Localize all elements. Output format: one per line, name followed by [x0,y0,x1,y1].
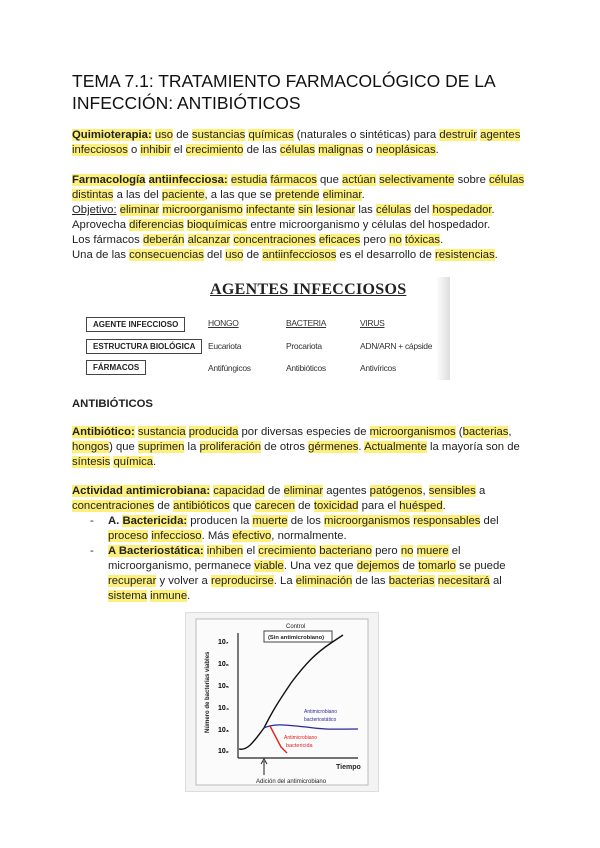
text-line [72,233,524,248]
figure-edge-shadow [436,277,450,380]
text-run: a [475,485,486,497]
text-run: al [489,575,502,587]
bactericidal-label: Antimicrobiano [284,735,318,741]
highlighted-text: distintas [72,189,114,201]
figure-heading: AGENTES INFECCIOSOS [210,281,407,298]
highlighted-text: A Bacteriostática: [108,545,204,557]
highlighted-text: uso [225,249,244,261]
highlighted-text: huésped [399,500,443,512]
highlighted-text: tomarlo [418,560,456,572]
highlighted-text: concentraciones [72,500,155,512]
highlighted-text: sistema [108,590,147,602]
highlighted-text: células [279,144,316,156]
highlighted-text: eliminar [119,204,160,216]
highlighted-text: Antibiótico: [72,426,135,438]
highlighted-text: eliminar [283,485,324,497]
highlighted-text: alcanzar [187,234,231,246]
highlighted-text: consecuencias [129,249,204,261]
text-line [72,173,524,188]
bullet-marker: - [90,545,94,557]
highlighted-text: eliminación [295,575,353,587]
text-run: , normalmente. [271,530,347,542]
text-run: el [243,545,259,557]
highlighted-text: viable [254,560,284,572]
highlighted-text: infeccioso [151,530,202,542]
highlighted-text: fármacos [270,174,317,186]
highlighted-text: antibióticos [173,500,230,512]
highlighted-text: crecimiento [185,144,244,156]
highlighted-text: sustancias [191,129,246,141]
text-run: la mayoría son de [426,441,520,453]
highlighted-text: infecciosos [72,144,128,156]
text-run: Objetivo: [72,204,117,216]
highlighted-text: sensibles [428,485,476,497]
highlighted-text: infectante [245,204,295,216]
row-label: ESTRUCTURA BIOLÓGICA [86,339,202,354]
cell: ADN/ARN + cápside [360,341,433,351]
highlighted-text: patógenos [369,485,423,497]
highlighted-text: resistencias [435,249,495,261]
text-line [108,514,506,529]
text-run: Una de las [72,249,130,261]
text-line [72,128,520,143]
quimioterapia-paragraph [72,128,520,158]
text-run: . La [273,575,296,587]
bactericidal-label: bactericida [286,743,313,749]
y-tick: 10₆ [218,661,229,668]
text-run: (naturales o sintéticas) para [293,129,440,141]
highlighted-text: Bactericida: [122,515,188,527]
text-run: . [361,189,365,201]
highlighted-text: bacteriano [319,545,372,557]
highlighted-text: química [113,456,154,468]
text-run: de las [243,144,280,156]
text-line [108,574,506,589]
growth-chart [186,613,378,791]
highlighted-text: células [489,174,525,186]
text-line [108,559,506,574]
highlighted-text: agentes [480,129,521,141]
highlighted-text: malignas [318,144,364,156]
text-run: a las del [113,189,162,201]
text-run: o [363,144,376,156]
highlighted-text: células [375,204,412,216]
highlighted-text: bacterias [462,426,509,438]
highlighted-text: síntesis [72,456,111,468]
cell: Antivíricos [360,363,396,373]
title-line: TEMA 7.1: TRATAMIENTO FARMACOLÓGICO DE LA [72,71,496,91]
highlighted-text: uso [154,129,174,141]
text-run: del [480,515,499,527]
highlighted-text: químicas [248,129,294,141]
text-run: . [491,204,495,216]
y-tick: 10₃ [218,727,230,734]
highlighted-text: gérmenes [308,441,359,453]
highlighted-text: Actualmente [364,441,427,453]
x-axis-label: Tiempo [336,764,361,771]
text-line [72,143,520,158]
cell: Antifúngicos [208,363,251,373]
highlighted-text: hospedador [432,204,492,216]
highlighted-text: antiinfecciosos [262,249,337,261]
text-run: de [399,560,419,572]
text-run: sobre [454,174,489,186]
text-run: que [316,174,343,186]
bullet-item [90,514,506,544]
text-run: se puede [455,560,506,572]
text-run: de [154,500,174,512]
text-run: producen la [187,515,253,527]
text-run: del [203,249,226,261]
cell: HONGO [208,318,239,328]
text-run: Los fármacos [72,234,143,246]
text-run: del [411,204,433,216]
y-tick: 10₄ [218,705,230,712]
text-run: ) que [109,441,138,453]
control-box-label: (Sin antimicrobiano) [268,635,325,641]
highlighted-text: efectivo [232,530,272,542]
text-run: ( [455,426,463,438]
text-run: de [295,500,314,512]
actividad-paragraph [72,484,485,514]
text-run: agentes [323,485,370,497]
text-run: pero [360,234,390,246]
text-line [108,544,506,559]
text-run: de [243,249,263,261]
highlighted-text: actúan [342,174,376,186]
highlighted-text: pretende [274,189,320,201]
highlighted-text: microorganismos [369,426,456,438]
text-run: de [173,129,192,141]
highlighted-text: no [389,234,402,246]
highlighted-text: inhibir [140,144,171,156]
text-line [72,455,520,470]
text-run: . [187,590,191,602]
highlighted-text: crecimiento [258,545,317,557]
highlighted-text: antiinfecciosa: [148,174,228,186]
text-run: . [153,456,157,468]
y-axis-label: Número de bacterias viables [205,651,211,733]
highlighted-text: destruir [439,129,478,141]
text-run: por diversas especies de [238,426,370,438]
text-run: , [508,426,512,438]
highlighted-text: capacidad [213,485,265,497]
highlighted-text: inhiben [206,545,244,557]
highlighted-text: deberán [142,234,185,246]
text-line [108,589,506,604]
bullet-text [90,544,506,604]
highlighted-text: eficaces [318,234,361,246]
highlighted-text: producida [188,426,239,438]
highlighted-text: proceso [108,530,149,542]
highlighted-text: microorganismos [324,515,411,527]
text-run: . [494,249,498,261]
arrow-label: Adición del antimicrobiano [256,779,327,785]
y-tick: 10₅ [218,683,229,690]
text-run: es el desarrollo de [336,249,436,261]
text-line [72,440,520,455]
highlighted-text: selectivamente [379,174,455,186]
text-run: A. [108,515,123,527]
text-run: . [440,234,444,246]
highlighted-text: responsables [413,515,481,527]
highlighted-text: dejemos [356,560,400,572]
antibiotico-paragraph [72,425,520,470]
highlighted-text: hongos [72,441,110,453]
section-heading: ANTIBIÓTICOS [72,398,153,410]
text-line [72,188,524,203]
text-run: la [184,441,200,453]
text-run: el [170,144,186,156]
highlighted-text: carecen [254,500,295,512]
text-run: de los [287,515,325,527]
text-run: . Una vez que [283,560,357,572]
agentes-infecciosos-figure [80,277,450,380]
text-run: . Más [201,530,233,542]
text-line [72,248,524,263]
bullet-item [90,544,506,604]
cell: VIRUS [360,318,385,328]
text-run: o [127,144,141,156]
text-run: , [422,485,429,497]
cell: Eucariota [208,341,242,351]
highlighted-text: sin [298,204,313,216]
text-run: . [358,441,365,453]
y-tick: 10₇ [218,639,229,646]
highlighted-text: paciente [161,189,205,201]
highlighted-text: estudia [230,174,268,186]
highlighted-text: diferencias [129,219,184,231]
highlighted-text: Farmacología [72,174,146,186]
text-line [108,529,506,544]
highlighted-text: eliminar [322,189,362,201]
highlighted-text: suprimen [137,441,185,453]
text-run: que [229,500,255,512]
highlighted-text: reproducirse [210,575,274,587]
highlighted-text: necesitará [437,575,490,587]
text-line [72,484,485,499]
text-run: el [448,545,461,557]
text-line [72,203,524,218]
text-run: de otros [261,441,309,453]
highlighted-text: muere [416,545,449,557]
bullet-text [90,514,506,544]
highlighted-text: tóxicas [404,234,441,246]
highlighted-text: neoplásicas [375,144,436,156]
highlighted-text: toxicidad [313,500,359,512]
text-line [72,499,485,514]
text-run: microorganismo, permanece [108,560,255,572]
page-title [72,70,496,114]
y-tick: 10₂ [218,748,229,755]
text-run: las [355,204,376,216]
highlighted-text: lesionar [315,204,356,216]
text-run: y volver a [156,575,211,587]
text-run: de [264,485,284,497]
text-run: para el [358,500,400,512]
highlighted-text: inmune [150,590,188,602]
highlighted-text: microorganismo [162,204,243,216]
highlighted-text: Actividad antimicrobiana: [72,485,211,497]
control-label: Control [286,624,306,630]
text-run: de las [352,575,389,587]
text-run: Aprovecha [72,219,130,231]
highlighted-text: Quimioterapia: [72,129,152,141]
highlighted-text: proliferación [199,441,262,453]
highlighted-text: bacterias [388,575,435,587]
highlighted-text: concentraciones [233,234,316,246]
highlighted-text: sustancia [137,426,186,438]
bullet-marker: - [90,515,94,527]
cell: BACTERIA [286,318,327,328]
highlighted-text: muerte [252,515,288,527]
bullet-list [90,514,506,604]
farmacologia-paragraph [72,173,524,263]
highlighted-text: recuperar [108,575,157,587]
bacteriostatic-label: Antimicrobiano [304,709,338,715]
bacteriostatic-label: bacteriostático [304,717,337,723]
cell: Antibióticos [286,363,326,373]
text-run: . [442,500,446,512]
row-label: AGENTE INFECCIOSO [86,317,185,332]
cell: Procariota [286,341,322,351]
text-run: . [435,144,439,156]
text-line [72,218,524,233]
title-line: INFECCIÓN: ANTIBIÓTICOS [72,93,301,113]
text-run: pero [371,545,401,557]
text-line [72,425,520,440]
highlighted-text: bioquímicas [186,219,248,231]
text-run: , a las que se [204,189,275,201]
highlighted-text: no [400,545,414,557]
text-run: entre microorganismo y células del hospedador. [247,219,491,231]
row-label: FÁRMACOS [86,360,146,375]
bacterial-growth-figure [185,612,379,792]
